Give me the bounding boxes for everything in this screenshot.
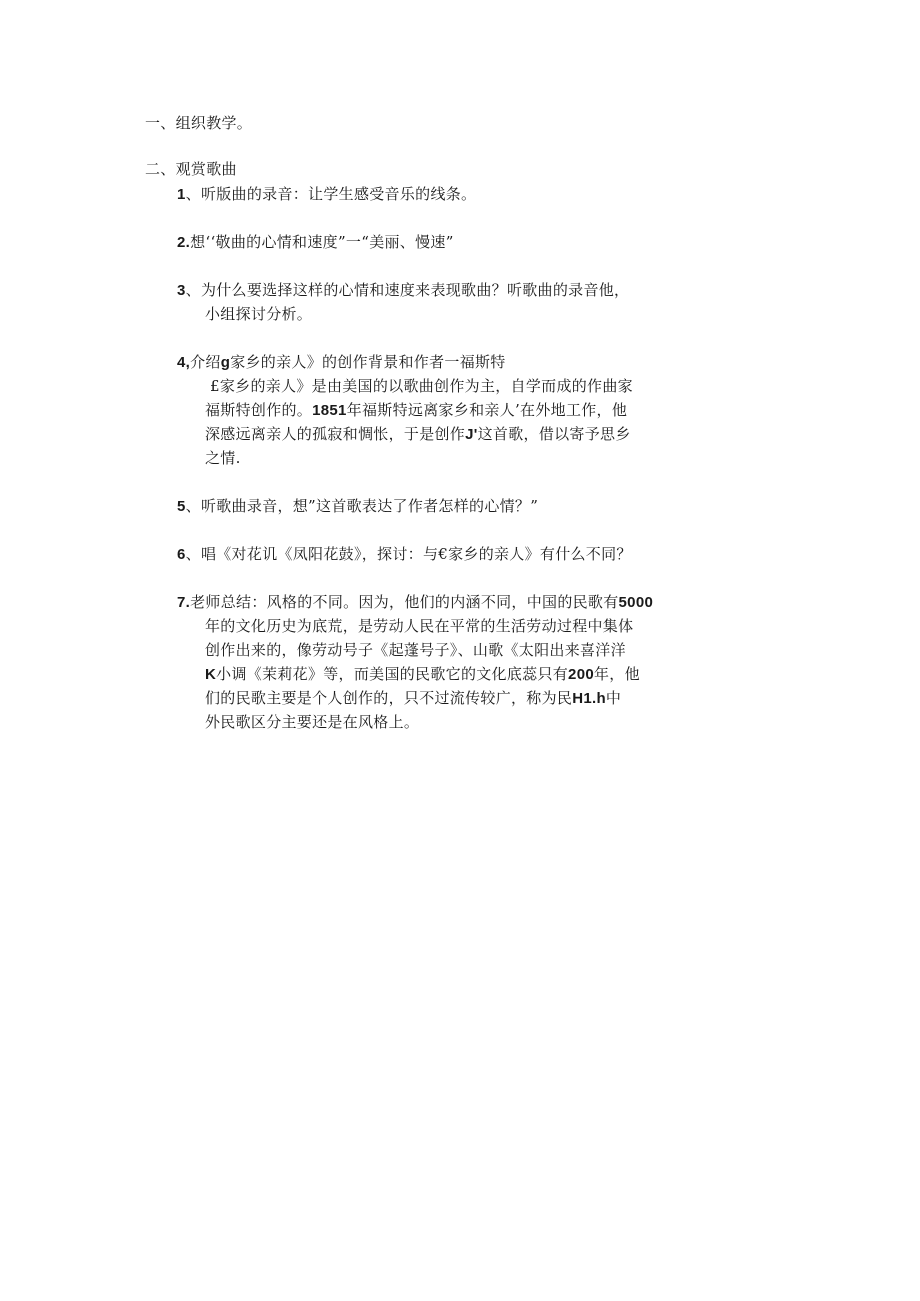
paragraph-text: H1.h (572, 690, 606, 707)
paragraph-number: 200 (568, 666, 594, 683)
list-item-5 (177, 494, 538, 519)
paragraph-text: 福斯特创作的。 (205, 401, 313, 419)
paragraph-line (205, 422, 631, 447)
paragraph-line: £家乡的亲人》是由美国的以歌曲创作为主，自学而成的作曲家 (210, 377, 633, 395)
item-text: 想‘‘敬曲的心情和速度”一“美丽、慢速” (190, 233, 454, 251)
paragraph-text: 深感远离亲人的孤寂和惆怅，于是创作 (205, 425, 466, 443)
item-number: 4, (177, 354, 191, 371)
item-text: 、唱《对花讥《凤阳花鼓》，探讨：与€家乡的亲人》有什么不同？ (185, 545, 632, 563)
item-number: 5 (177, 498, 186, 515)
paragraph-text: K (205, 666, 217, 683)
list-item-7 (177, 590, 653, 615)
paragraph-line: 外民歌区分主要还是在风格上。 (205, 713, 420, 731)
paragraph-text: 中 (605, 689, 622, 707)
item-number: 6 (177, 546, 186, 563)
paragraph-text: J' (465, 426, 478, 443)
item-text: 介绍 (190, 353, 221, 371)
paragraph-line (205, 686, 621, 711)
list-item-4 (177, 350, 506, 375)
paragraph-line: 之情. (205, 449, 241, 467)
item-number-inline: 5000 (618, 594, 654, 611)
item-text: g (220, 354, 231, 371)
paragraph-text: 年，他 (593, 665, 640, 683)
item-text: 、为什么要选择这样的心情和速度来表现歌曲？听歌曲的录音他， (185, 281, 630, 299)
list-item-1 (177, 182, 476, 207)
section-heading-2: 二、观赏歌曲 (145, 160, 237, 178)
item-text: 、听版曲的录音：让学生感受音乐的线条。 (185, 185, 477, 203)
item-text: 家乡的亲人》的创作背景和作者一福斯特 (230, 353, 506, 371)
paragraph-line (205, 398, 627, 423)
item-number: 7. (177, 594, 191, 611)
item-number: 2. (177, 234, 191, 251)
paragraph-number: 1851 (312, 402, 347, 419)
paragraph-text: 这首歌，借以寄予思乡 (477, 425, 631, 443)
paragraph-line: 年的文化历史为底荒，是劳动人民在平常的生活劳动过程中集体 (205, 617, 634, 635)
paragraph-line (205, 662, 640, 687)
paragraph-text: 年福斯特远离家乡和亲人’在外地工作，他 (346, 401, 628, 419)
item-text: 、听歌曲录音，想”这首歌表达了作者怎样的心情？” (185, 497, 539, 515)
item-number: 3 (177, 282, 186, 299)
item-text: 老师总结：风格的不同。因为，他们的内涵不同，中国的民歌有 (190, 593, 619, 611)
paragraph-text: 们的民歌主要是个人创作的，只不过流传较广，称为民 (205, 689, 573, 707)
list-item-2 (177, 230, 454, 255)
paragraph-line: 创作出来的，像劳动号子《起蓬号子》、山歌《太阳出来喜洋洋 (205, 641, 626, 659)
list-item-3 (177, 278, 629, 303)
list-item-6 (177, 542, 632, 567)
section-heading-1: 一、组织教学。 (145, 114, 253, 132)
list-item-3-continuation: 小组探讨分析。 (205, 305, 313, 323)
paragraph-text: 小调《茉莉花》等，而美国的民歌它的文化底蕊只有 (216, 665, 569, 683)
item-number: 1 (177, 186, 186, 203)
